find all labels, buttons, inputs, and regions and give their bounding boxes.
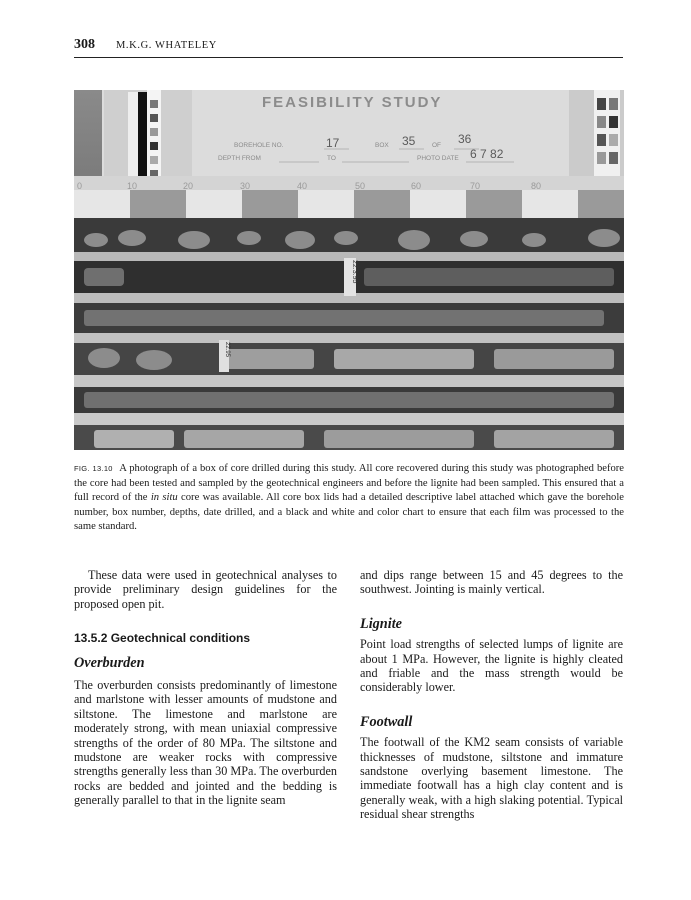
- left-column: [74, 568, 337, 808]
- scale-tick: 30: [240, 181, 251, 191]
- depth-marker-tag-lower: [219, 340, 230, 372]
- core-box-photograph: [74, 90, 624, 450]
- page-number: 308: [74, 37, 95, 52]
- grey-scale-chart-left: [128, 90, 161, 190]
- scale-tick: 80: [531, 181, 542, 191]
- label-title: FEASIBILITY STUDY: [262, 94, 443, 111]
- figure-caption: [74, 462, 624, 535]
- continuation-paragraph: and dips range between 15 and 45 degrees to the southwest. Jointing is mainly vertical.: [360, 568, 623, 597]
- svg-text:22.95: 22.95: [224, 342, 230, 358]
- of-value: 36: [458, 132, 472, 146]
- scale-tick: 10: [127, 181, 138, 191]
- scale-tick: 0: [77, 181, 83, 191]
- of-label: OF: [432, 142, 442, 149]
- running-head: [74, 37, 623, 58]
- scale-blocks: [74, 190, 624, 218]
- depth-marker-tag-upright: [344, 258, 358, 296]
- overburden-paragraph: The overburden consists predominantly of limestone and marlstone with lesser amounts of mudstone and siltstone. The limestone and marlstone are moderately strong, with mean uniaxial compressive strengths of the order of 80 MPa. The siltstone and mudstone are weaker rocks with compressive strengths generally less than 30 MPa. The overburden rocks are bedded and jointed and the bedding is generally parallel to that in the lignite seam: [74, 678, 337, 808]
- scale-tick: 60: [411, 181, 422, 191]
- scale-tick: 40: [297, 181, 308, 191]
- caption-text-start: A photograph of a box of core drilled during this study. All core recovered during this study was photographed before the core had been tested and sampled by the geotechnical engineers and before the lignite had been sampled. This ensured that a full record of the: [74, 463, 624, 504]
- figure-label: FIG. 13.10: [74, 464, 113, 473]
- grey-scale-chart-right: [594, 90, 620, 190]
- depth-label: DEPTH FROM: [218, 155, 261, 162]
- svg-text:22.3.95: 22.3.95: [351, 260, 358, 284]
- scale-tick: 70: [470, 181, 481, 191]
- scale-tick: 20: [183, 181, 194, 191]
- lignite-heading: Lignite: [360, 615, 403, 632]
- section-heading: 13.5.2 Geotechnical conditions: [74, 631, 251, 646]
- to-label: TO: [327, 155, 336, 162]
- core-box-photo-drawing: [74, 90, 624, 450]
- photo-date-value: 6 7 82: [470, 147, 504, 161]
- overburden-heading: Overburden: [74, 654, 145, 671]
- box-value: 35: [402, 134, 416, 148]
- scale-tick: 50: [355, 181, 366, 191]
- caption-text-end: core was available. All core box lids had a detailed descriptive label attached which gave the borehole number, box number, depths, date drilled, and a black and white and color chart to ensure that each film was processed to the same standard.: [74, 492, 624, 533]
- lignite-paragraph: Point load strengths of selected lumps of lignite are about 1 MPa. However, the lignite is highly cleated and friable and the mass strength would be considerably lower.: [360, 637, 623, 695]
- core-box-trays: [74, 218, 624, 450]
- running-head-author: M.K.G. WHATELEY: [116, 40, 217, 51]
- photo-date-label: PHOTO DATE: [417, 155, 459, 162]
- borehole-value: 17: [326, 136, 340, 150]
- caption-text-italic: in situ: [150, 492, 178, 504]
- footwall-paragraph: The footwall of the KM2 seam consists of variable thicknesses of mudstone, siltstone and immature sandstone overlying basement limestone. The immediate footwall has a high clay content and is generally weak, with a high slaking potential. Typical residual shear strengths: [360, 735, 623, 822]
- right-column: [360, 568, 623, 822]
- intro-paragraph: These data were used in geotechnical analyses to provide preliminary design guidelines for the proposed open pit.: [74, 568, 337, 611]
- box-label: BOX: [375, 142, 389, 149]
- borehole-label: BOREHOLE NO.: [234, 142, 284, 149]
- footwall-heading: Footwall: [360, 713, 413, 730]
